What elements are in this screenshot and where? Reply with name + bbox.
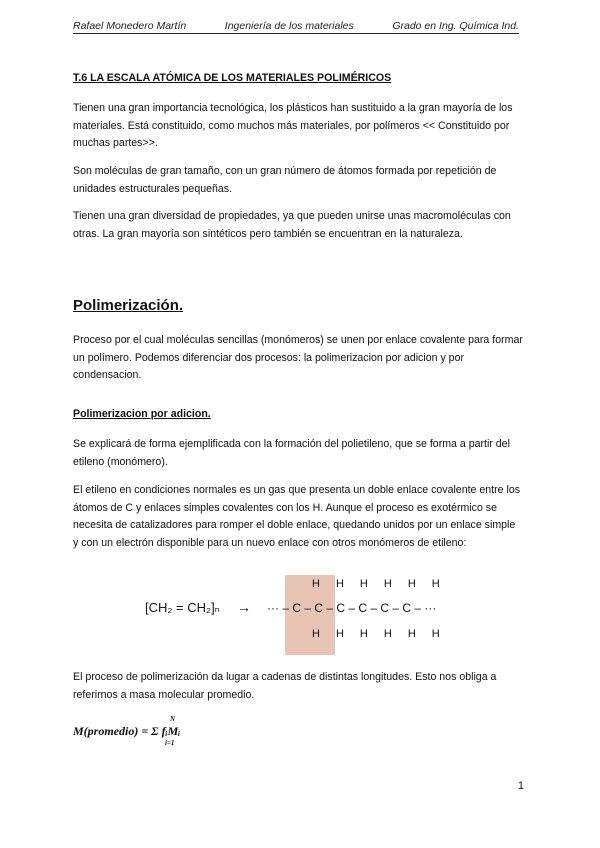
- reaction-arrow: →: [237, 599, 251, 615]
- average-mass-formula: [73, 715, 273, 758]
- header-subject: Ingeniería de los materiales: [224, 20, 354, 32]
- subsection-heading: Polimerizacion por adicion.: [73, 408, 211, 420]
- polymer-chain: ··· – C – C – C – C – C – C – ···: [267, 601, 437, 615]
- paragraph: Tienen una gran diversidad de propiedades, ya que pueden unirse unas macromoléculas con otras. La gran mayoría son sintéticos pero también se encuentran en la naturaleza.: [73, 210, 511, 240]
- sum-lower-limit: i=1: [165, 739, 175, 747]
- page-header: [73, 20, 519, 34]
- formula-text: M(promedio) = Σ fᵢMᵢ: [73, 724, 181, 738]
- monomer-formula: [CH₂ = CH₂]ₙ: [145, 600, 220, 615]
- header-degree: Grado en Ing. Química Ind.: [392, 20, 519, 32]
- paragraph: Proceso por el cual moléculas sencillas (monómeros) se unen por enlace covalente para formar un polímero. Podemos diferenciar dos procesos: la polimerizacion por adicion y por condensacion.: [73, 334, 523, 381]
- paragraph: Son moléculas de gran tamaño, con un gran número de átomos formada por repetición de unidades estructurales pequeñas.: [73, 165, 497, 195]
- top-hydrogens: H H H H H H: [312, 578, 440, 590]
- bottom-hydrogens: H H H H H H: [312, 628, 440, 640]
- document-title: T.6 LA ESCALA ATÓMICA DE LOS MATERIALES POLIMÉRICOS: [73, 72, 392, 84]
- page-number: 1: [518, 780, 524, 792]
- paragraph: Se explicará de forma ejemplificada con la formación del polietileno, que se forma a partir del etileno (monómero).: [73, 438, 510, 468]
- paragraph: Tienen una gran importancia tecnológica, los plásticos han sustituido a la gran mayoría de los materiales. Está constituido, como muchos más materiales, por polímeros << Constituido por muchas partes>>.: [73, 102, 513, 149]
- paragraph: El proceso de polimerización da lugar a cadenas de distintas longitudes. Esto nos obliga a referirnos a masa molecular promedio.: [73, 671, 497, 701]
- header-author: Rafael Monedero Martín: [73, 20, 187, 32]
- paragraph: El etileno en condiciones normales es un gas que presenta un doble enlace covalente entre los átomos de C y enlaces simples covalentes con los H. Aunque el proceso es exotérmico se necesita de catalizadores para romper el doble enlace, quedando unidos por un enlace simple y con un electrón disponible para un nuevo enlace con otros monómeros de etileno:: [73, 484, 521, 549]
- section-heading: Polimerización.: [73, 297, 184, 314]
- sum-upper-limit: N: [170, 715, 176, 723]
- polymerization-diagram: [145, 570, 485, 670]
